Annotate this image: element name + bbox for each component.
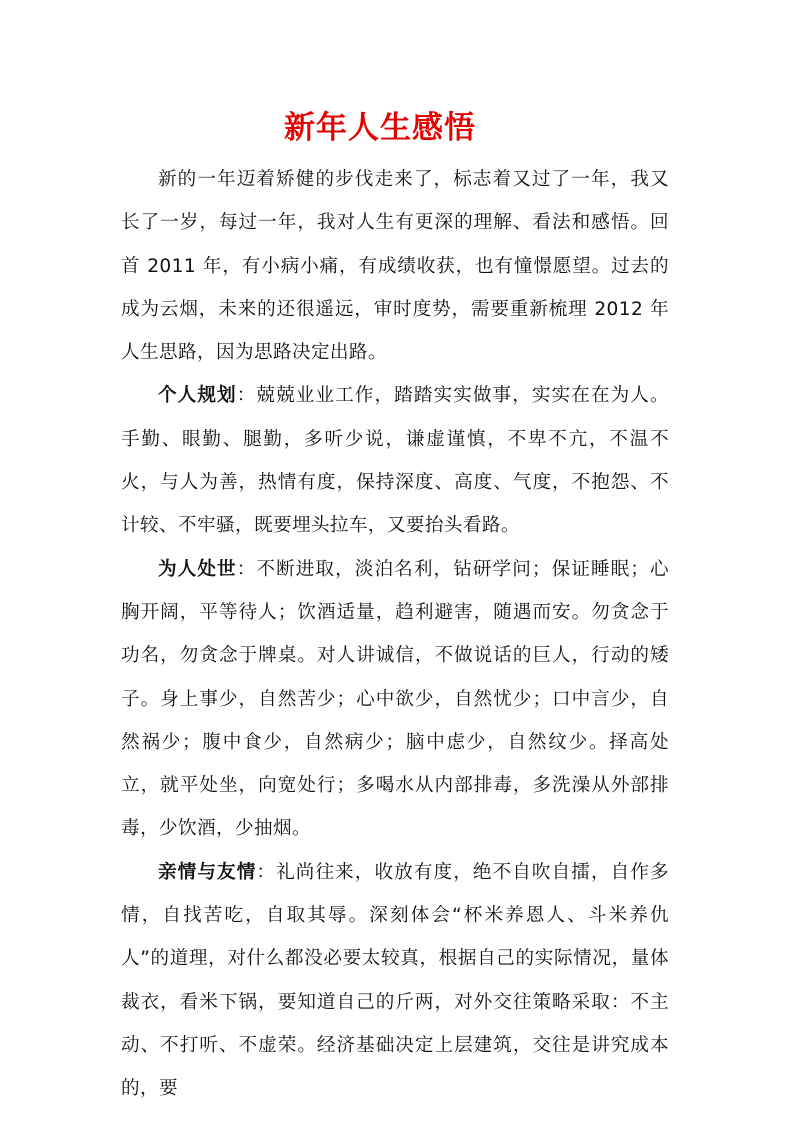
paragraph-personal-plan xyxy=(121,374,669,547)
paragraph-heading-conduct: 为人处世 xyxy=(158,558,237,580)
paragraph-conduct-text: ：不断进取，淡泊名利，钻研学问；保证睡眠；心胸开阔，平等待人；饮酒适量，趋利避害，随遇而安。勿贪念于功名，勿贪念于牌桌。对人讲诚信，不做说话的巨人，行动的矮子。身上事少，自然苦少；心中欲少，自然忧少；口中言少，自然祸少；腹中食少，自然病少；脑中虑少，自然纹少。择高处立，就平处坐，向宽处行；多喝水从内部排毒，多洗澡从外部排毒，少饮酒，少抽烟。 xyxy=(121,558,669,840)
document-body xyxy=(121,158,669,1111)
paragraph-family-friends xyxy=(121,851,669,1111)
paragraph-personal-plan-text: ：兢兢业业工作，踏踏实实做事，实实在在为人。手勤、眼勤、腿勤，多听少说，谦虚谨慎，不卑不亢，不温不火，与人为善，热情有度，保持深度、高度、气度，不抱怨、不计较、不牢骚，既要埋头拉车，又要抬头看路。 xyxy=(121,385,669,537)
paragraph-intro-text: 新的一年迈着矫健的步伐走来了，标志着又过了一年，我又长了一岁，每过一年，我对人生有更深的理解、看法和感悟。回首 2011 年，有小病小痛，有成绩收获，也有憧憬愿望。过去的成为云烟，未来的还很遥远，审时度势，需要重新梳理 2012 年人生思路，因为思路决定出路。 xyxy=(121,169,669,364)
paragraph-heading-family-friends: 亲情与友情 xyxy=(158,861,257,883)
paragraph-family-friends-text: ：礼尚往来，收放有度，绝不自吹自擂，自作多情，自找苦吃，自取其辱。深刻体会“杯米养恩人、斗米养仇人”的道理，对什么都没必要太较真，根据自己的实际情况，量体裁衣，看米下锅，要知道自己的斤两，对外交往策略采取：不主动、不打听、不虚荣。经济基础决定上层建筑，交往是讲究成本的，要 xyxy=(121,861,669,1100)
paragraph-conduct xyxy=(121,548,669,851)
document-title: 新年人生感悟 xyxy=(284,110,476,146)
paragraph-intro xyxy=(121,158,669,374)
paragraph-heading-personal-plan: 个人规划 xyxy=(158,385,237,407)
